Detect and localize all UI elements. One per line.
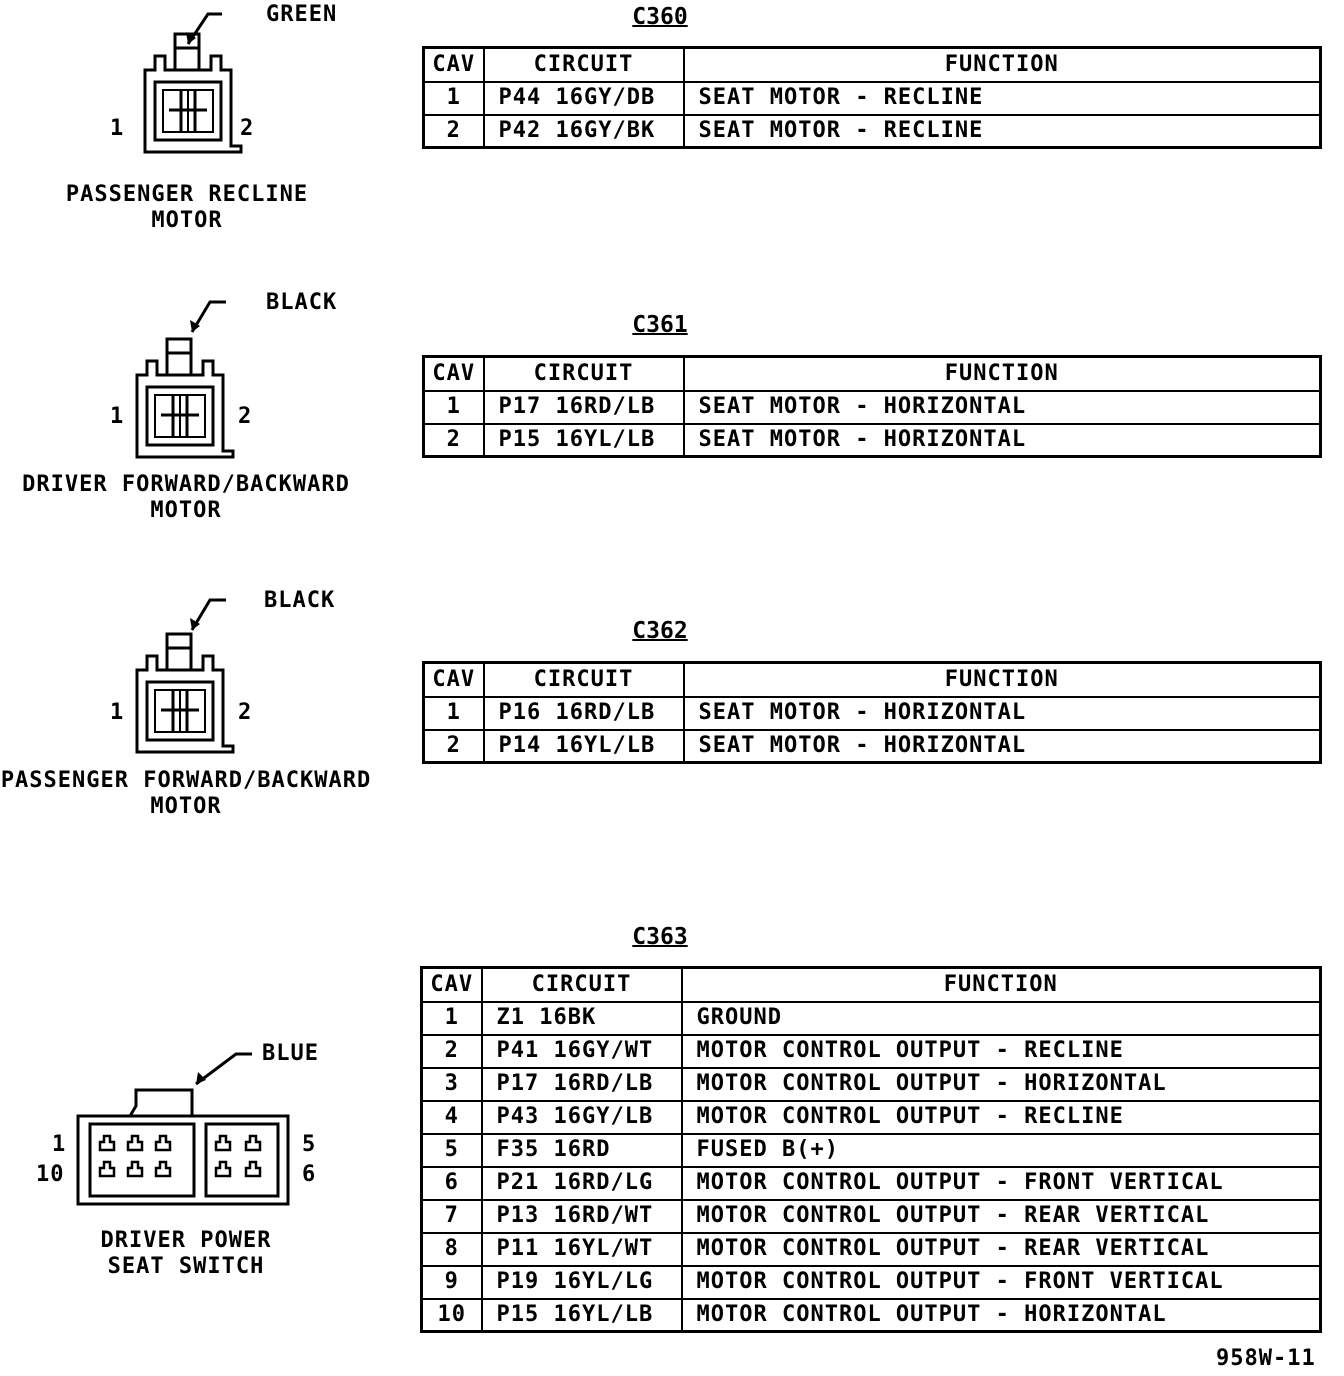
table-row [422,1002,1321,1035]
column-header-circuit: CIRCUIT [484,48,684,82]
c361-pinout-table [422,355,1322,458]
c363-title: C363 [632,924,688,950]
c362-name-line2: MOTOR [150,794,222,819]
cell-cav: 2 [424,115,484,148]
cell-function: FUSED B(+) [682,1134,1321,1167]
column-header-function: FUNCTION [682,968,1321,1002]
c360-title: C360 [632,4,688,30]
cell-circuit: P15 16YL/LB [482,1299,682,1332]
c362-connector-shape [137,600,233,752]
cell-cav: 9 [422,1266,482,1299]
cell-circuit: P21 16RD/LG [482,1167,682,1200]
cell-function: GROUND [682,1002,1321,1035]
cell-function: SEAT MOTOR - RECLINE [684,115,1321,148]
cell-cav: 7 [422,1200,482,1233]
cell-cav: 2 [422,1035,482,1068]
table-row [422,1233,1321,1266]
c363-pinout-table [420,966,1322,1333]
table-row [424,391,1321,424]
table-header-row [424,663,1321,697]
c363-pin-top-right: 5 [302,1132,317,1157]
c362-pinout-table [422,661,1322,764]
c360-name-line2: MOTOR [151,208,223,233]
cell-cav: 1 [424,697,484,730]
table-row [422,1299,1321,1332]
cell-cav: 1 [424,391,484,424]
column-header-function: FUNCTION [684,663,1321,697]
table-header-row [422,968,1321,1002]
c361-title: C361 [632,312,688,338]
cell-cav: 3 [422,1068,482,1101]
cell-function: MOTOR CONTROL OUTPUT - RECLINE [682,1035,1321,1068]
column-header-function: FUNCTION [684,357,1321,391]
cell-circuit: P16 16RD/LB [484,697,684,730]
c363-name-line2: SEAT SWITCH [107,1254,265,1279]
c361-pin-left: 1 [110,404,125,429]
cell-function: SEAT MOTOR - HORIZONTAL [684,697,1321,730]
table-header-row [424,48,1321,82]
cell-function: SEAT MOTOR - HORIZONTAL [684,391,1321,424]
table-header-row [424,357,1321,391]
figure-id: 958W-11 [1216,1346,1316,1371]
c362-color-label: BLACK [264,588,336,613]
column-header-cav: CAV [424,663,484,697]
column-header-cav: CAV [424,357,484,391]
c363-pin-bottom-left: 10 [36,1162,65,1187]
cell-cav: 10 [422,1299,482,1332]
cell-circuit: F35 16RD [482,1134,682,1167]
cell-circuit: P44 16GY/DB [484,82,684,115]
column-header-circuit: CIRCUIT [484,663,684,697]
c362-title: C362 [632,618,688,644]
c360-pinout-table [422,46,1322,149]
c361-color-label: BLACK [266,290,338,315]
cell-cav: 2 [424,730,484,763]
table-row [424,424,1321,457]
cell-circuit: Z1 16BK [482,1002,682,1035]
table-row [422,1068,1321,1101]
c360-connector-shape [145,14,241,152]
column-header-circuit: CIRCUIT [484,357,684,391]
table-row [422,1266,1321,1299]
table-row [424,115,1321,148]
table-row [422,1167,1321,1200]
c361-name-line1: DRIVER FORWARD/BACKWARD [22,472,350,497]
cell-circuit: P41 16GY/WT [482,1035,682,1068]
cell-cav: 2 [424,424,484,457]
column-header-circuit: CIRCUIT [482,968,682,1002]
cell-function: SEAT MOTOR - HORIZONTAL [684,730,1321,763]
c361-name-line2: MOTOR [150,498,222,523]
c363-color-label: BLUE [262,1041,319,1066]
table-row [422,1101,1321,1134]
c363-connector-shape [78,1054,288,1204]
table-row [422,1200,1321,1233]
cell-function: MOTOR CONTROL OUTPUT - FRONT VERTICAL [682,1167,1321,1200]
cell-circuit: P11 16YL/WT [482,1233,682,1266]
cell-cav: 8 [422,1233,482,1266]
cell-function: MOTOR CONTROL OUTPUT - HORIZONTAL [682,1068,1321,1101]
c360-pin-right: 2 [240,116,255,141]
cell-function: SEAT MOTOR - HORIZONTAL [684,424,1321,457]
c362-name-line1: PASSENGER FORWARD/BACKWARD [0,768,372,793]
c360-pin-left: 1 [110,116,125,141]
c360-name-line1: PASSENGER RECLINE [65,182,309,207]
cell-circuit: P17 16RD/LB [482,1068,682,1101]
table-row [422,1035,1321,1068]
cell-circuit: P19 16YL/LG [482,1266,682,1299]
cell-circuit: P42 16GY/BK [484,115,684,148]
c361-pin-right: 2 [238,404,253,429]
c363-pin-top-left: 1 [52,1132,67,1157]
c362-pin-left: 1 [110,700,125,725]
cell-function: MOTOR CONTROL OUTPUT - REAR VERTICAL [682,1200,1321,1233]
table-row [422,1134,1321,1167]
cell-cav: 1 [422,1002,482,1035]
table-row [424,697,1321,730]
c363-pin-bottom-right: 6 [302,1162,317,1187]
cell-function: MOTOR CONTROL OUTPUT - REAR VERTICAL [682,1233,1321,1266]
c361-connector-shape [137,302,233,457]
cell-circuit: P14 16YL/LB [484,730,684,763]
cell-circuit: P43 16GY/LB [482,1101,682,1134]
column-header-cav: CAV [422,968,482,1002]
cell-cav: 1 [424,82,484,115]
cell-function: SEAT MOTOR - RECLINE [684,82,1321,115]
c362-pin-right: 2 [238,700,253,725]
cell-circuit: P15 16YL/LB [484,424,684,457]
cell-cav: 5 [422,1134,482,1167]
table-row [424,82,1321,115]
column-header-function: FUNCTION [684,48,1321,82]
cell-function: MOTOR CONTROL OUTPUT - HORIZONTAL [682,1299,1321,1332]
cell-function: MOTOR CONTROL OUTPUT - FRONT VERTICAL [682,1266,1321,1299]
table-row [424,730,1321,763]
c363-name-line1: DRIVER POWER [100,1228,272,1253]
column-header-cav: CAV [424,48,484,82]
c360-color-label: GREEN [266,2,338,27]
cell-cav: 6 [422,1167,482,1200]
cell-function: MOTOR CONTROL OUTPUT - RECLINE [682,1101,1321,1134]
cell-cav: 4 [422,1101,482,1134]
cell-circuit: P17 16RD/LB [484,391,684,424]
cell-circuit: P13 16RD/WT [482,1200,682,1233]
